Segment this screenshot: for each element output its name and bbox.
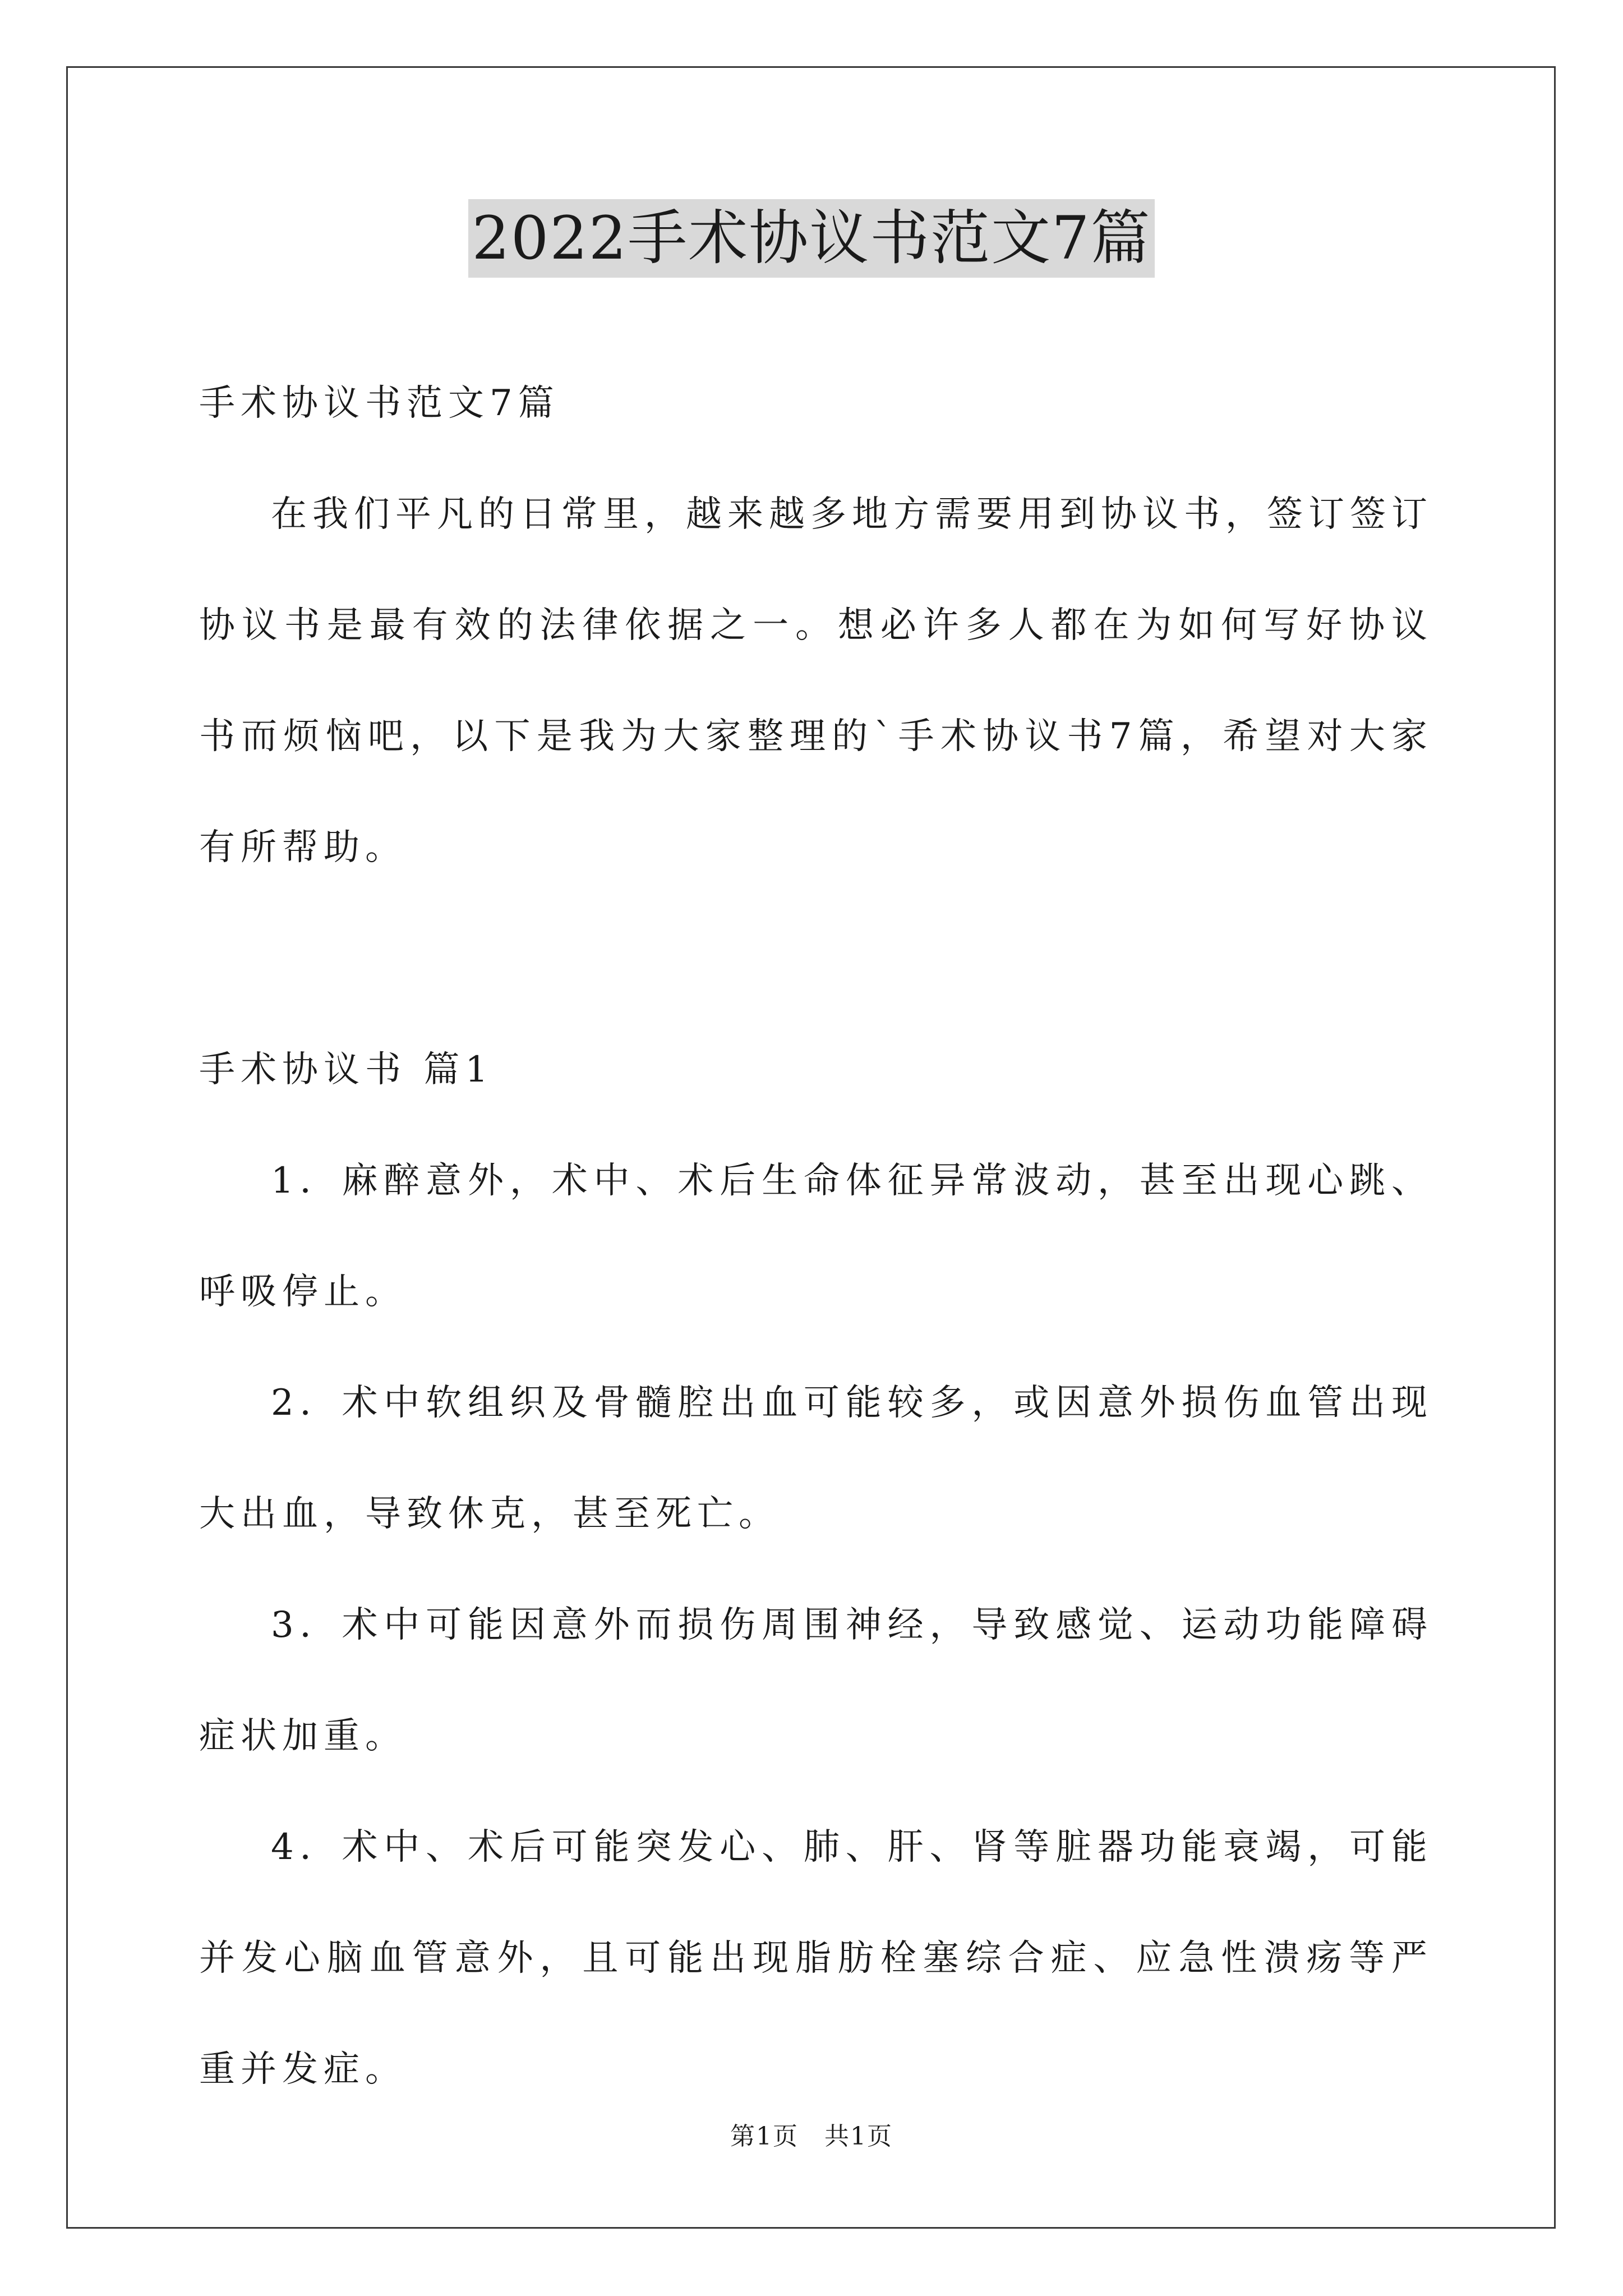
page-footer: 第1页 共1页	[730, 2122, 893, 2151]
intro-paragraph: 在我们平凡的日常里，越来越多地方需要用到协议书，签订签订协议书是最有效的法律依据之一。想必许多人都在为如何写好协议书而烦恼吧，以下是我为大家整理的`手术协议书7篇，希望对大家有所帮助。	[199, 494, 1433, 868]
section-gap	[199, 903, 1433, 1014]
document-body	[199, 348, 1433, 2125]
clause-item-2: 2．术中软组织及骨髓腔出血可能较多，或因意外损伤血管出现大出血，导致休克，甚至死亡。	[199, 1382, 1433, 1535]
document-title: 2022手术协议书范文7篇	[468, 199, 1154, 278]
title-row	[0, 199, 1623, 278]
clause-item-4: 4．术中、术后可能突发心、肺、肝、肾等脏器功能衰竭，可能并发心脑血管意外，且可能出现脂肪栓塞综合症、应急性溃疡等严重并发症。	[199, 1826, 1433, 2090]
clause-item-3: 3．术中可能因意外而损伤周围神经，导致感觉、运动功能障碍症状加重。	[199, 1604, 1433, 1757]
section-heading: 手术协议书 篇1	[199, 1049, 494, 1091]
clause-item-1: 1．麻醉意外，术中、术后生命体征异常波动，甚至出现心跳、呼吸停止。	[199, 1160, 1433, 1313]
document-subtitle: 手术协议书范文7篇	[199, 383, 560, 424]
